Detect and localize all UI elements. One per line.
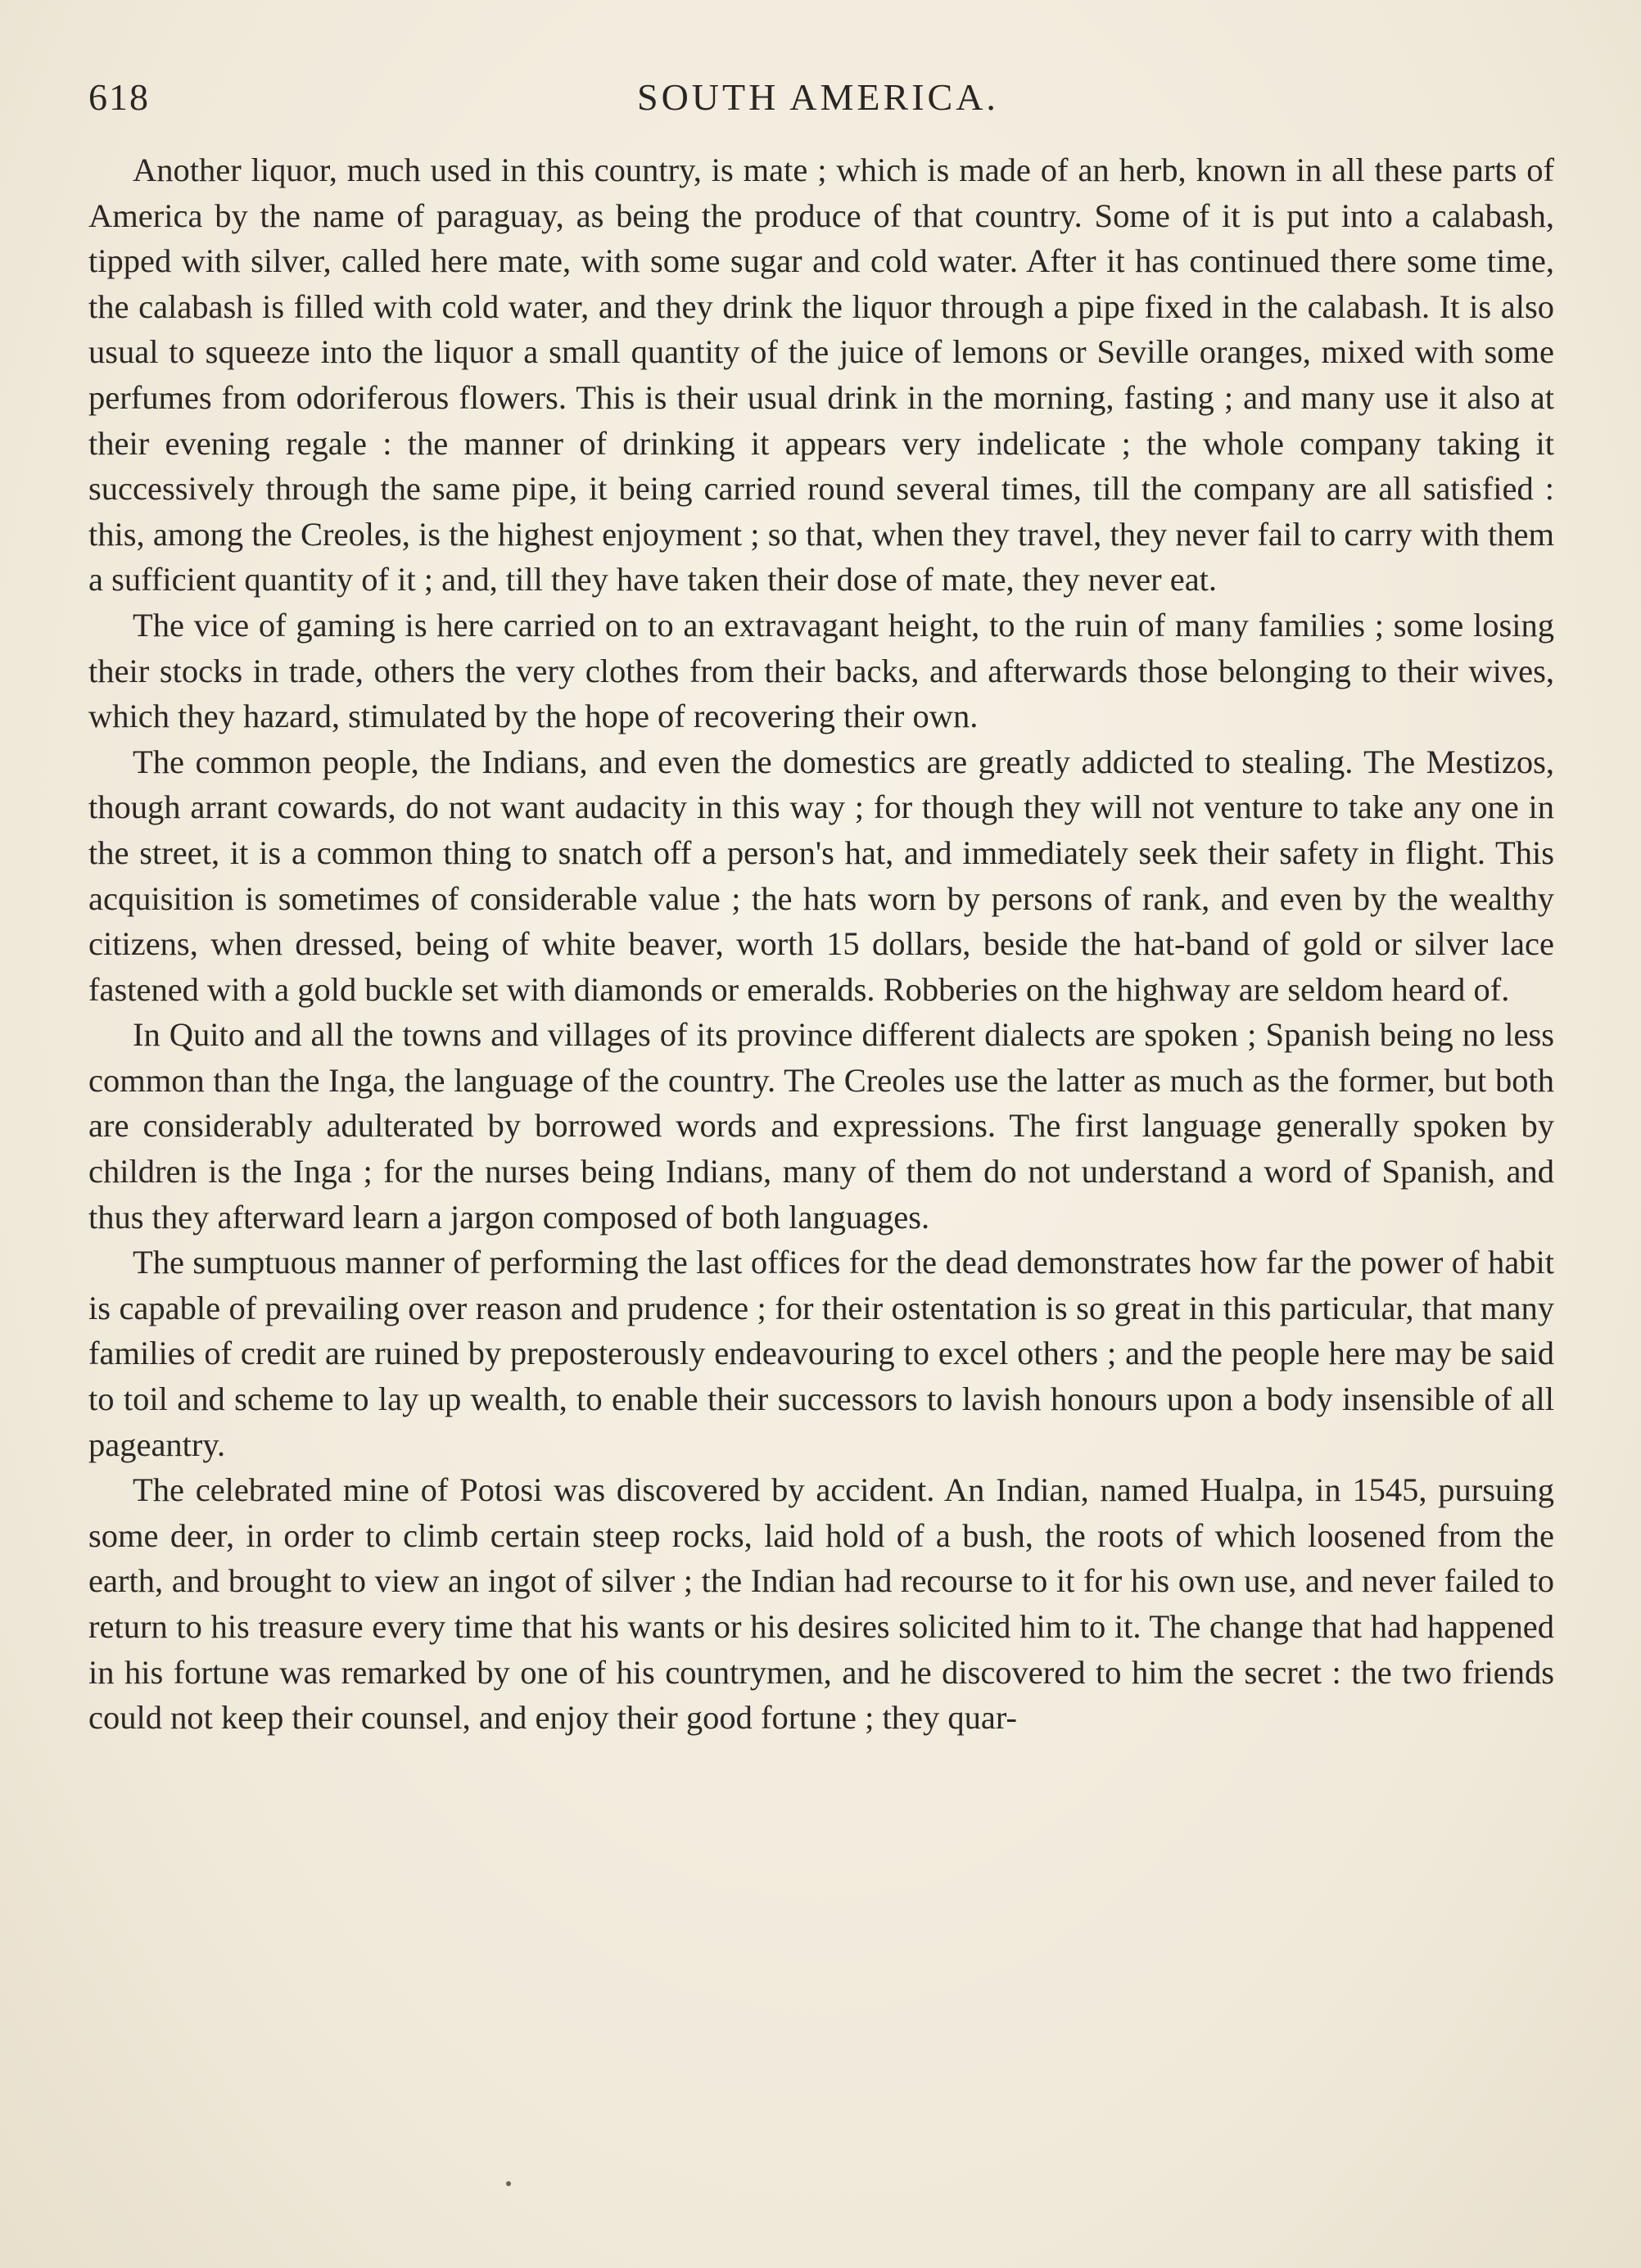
running-title: SOUTH AMERICA. [637,76,999,118]
body-text [88,147,1554,1741]
paragraph-gaming: The vice of gaming is here carried on to an extravagant height, to the ruin of many families ; some losing their stocks in trade, others the very clothes from their backs, and afterwards those belonging to their wives, which they hazard, stimulated by the hope of recovering their own. [88,606,1554,735]
paragraph-potosi: The celebrated mine of Potosi was discovered by accident. An Indian, named Hualpa, in 1545, pursuing some deer, in order to climb certain steep rocks, laid hold of a bush, the roots of which loosened from the earth, and brought to view an ingot of silver ; the Indian had recourse to it for his own use, and never failed to return to his treasure every time that his wants or his desires solicited him to it. The change that had happened in his fortune was remarked by one of his countrymen, and he discovered to him the secret : the two friends could not keep their counsel, and enjoy their good fortune ; they quar- [88,1471,1554,1737]
page-number: 618 [88,76,150,118]
page-header [88,75,1562,124]
ink-speck [506,2181,511,2186]
paragraph-funerals: The sumptuous manner of performing the last offices for the dead demonstrates how far the power of habit is capable of prevailing over reason and prudence ; for their ostentation is so great in this particular, that many families of credit are ruined by preposterously endeavouring to excel others ; and the people here may be said to toil and scheme to lay up wealth, to enable their successors to lavish honours upon a body insensible of all pageantry. [88,1244,1554,1463]
paragraph-stealing: The common people, the Indians, and even the domestics are greatly addicted to stealing. The Mestizos, though arrant cowards, do not want audacity in this way ; for though they will not venture to take any one in the street, it is a common thing to snatch off a person's hat, and immediately seek their safety in flight. This acquisition is sometimes of considerable value ; the hats worn by persons of rank, and even by the wealthy citizens, when dressed, being of white beaver, worth 15 dollars, beside the hat-band of gold or silver lace fastened with a gold buckle set with diamonds or emeralds. Robberies on the highway are seldom heard of. [88,743,1554,1008]
paragraph-mate: Another liquor, much used in this country, is mate ; which is made of an herb, known in all these parts of America by the name of paraguay, as being the produce of that country. Some of it is put into a calabash, tipped with silver, called here mate, with some sugar and cold water. After it has continued there some time, the calabash is filled with cold water, and they drink the liquor through a pipe fixed in the calabash. It is also usual to squeeze into the liquor a small quantity of the juice of lemons or Seville oranges, mixed with some perfumes from odoriferous flowers. This is their usual drink in the morning, fasting ; and many use it also at their evening regale : the manner of drinking it appears very indelicate ; the whole company taking it successively through the same pipe, it being carried round several times, till the company are all satisfied : this, among the Creoles, is the highest enjoyment ; so that, when they travel, they never fail to carry with them a sufficient quantity of it ; and, till they have taken their dose of mate, they never eat. [88,151,1554,599]
paragraph-languages: In Quito and all the towns and villages of its province different dialects are spoken ; Spanish being no less common than the Inga, the language of the country. The Creoles use the latter as much as the former, but both are considerably adulterated by borrowed words and expressions. The first language generally spoken by children is the Inga ; for the nurses being Indians, many of them do not understand a word of Spanish, and thus they afterward learn a jargon composed of both languages. [88,1016,1554,1236]
